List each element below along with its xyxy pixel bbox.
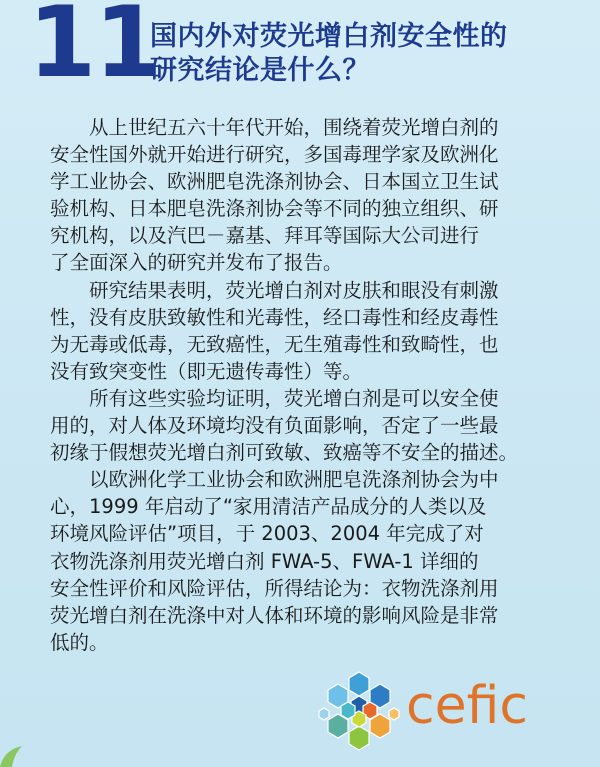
text-line: 为无毒或低毒，无致癌性，无生殖毒性和致畸性，也 bbox=[50, 332, 499, 356]
text-line: 验机构、日本肥皂洗涤剂协会等不同的独立组织、研 bbox=[50, 197, 499, 221]
cefic-logo-text: cefic bbox=[406, 676, 528, 736]
section-header bbox=[0, 0, 600, 100]
chapter-number: 11 bbox=[28, 0, 161, 100]
section-title-line-2: 研究结论是什么？ bbox=[150, 55, 370, 86]
text-line: 安全性国外就开始进行研究，多国毒理学家及欧洲化 bbox=[50, 143, 499, 167]
text-line: 研究结果表明，荧光增白剂对皮肤和眼没有刺激 bbox=[89, 278, 499, 302]
text-line: 环境风险评估”项目，于 2003、2004 年完成了对 bbox=[50, 522, 484, 546]
article-body bbox=[50, 114, 564, 656]
corner-decoration-icon bbox=[0, 744, 40, 767]
text-line: 心，1999 年启动了“家用清洁产品成分的人类以及 bbox=[50, 495, 487, 519]
text-line: 学工业协会、欧洲肥皂洗涤剂协会、日本国立卫生试 bbox=[50, 170, 499, 194]
text-line: 性，没有皮肤致敏性和光毒性，经口毒性和经皮毒性 bbox=[50, 305, 499, 329]
text-line: 没有致突变性（即无遗传毒性）等。 bbox=[50, 359, 363, 383]
text-line: 荧光增白剂在洗涤中对人体和环境的影响风险是非常 bbox=[50, 603, 499, 627]
text-line: 用的，对人体及环境均没有负面影响，否定了一些最 bbox=[50, 414, 499, 438]
paragraph-3 bbox=[50, 385, 564, 466]
text-line: 所有这些实验均证明，荧光增白剂是可以安全使 bbox=[89, 386, 499, 410]
paragraph-4 bbox=[50, 466, 564, 656]
text-line: 了全面深入的研究并发布了报告。 bbox=[50, 251, 343, 275]
text-line: 从上世纪五六十年代开始，围绕着荧光增白剂的 bbox=[89, 116, 499, 139]
cefic-logo bbox=[318, 670, 558, 750]
text-line: 初缘于假想荧光增白剂可致敏、致癌等不安全的描述。 bbox=[50, 441, 519, 465]
paragraph-1 bbox=[50, 114, 564, 277]
paragraph-2 bbox=[50, 277, 564, 385]
section-title bbox=[150, 20, 590, 88]
cefic-hexagon-logo-icon bbox=[318, 670, 400, 752]
text-line: 低的。 bbox=[50, 630, 109, 654]
text-line: 以欧洲化学工业协会和欧洲肥皂洗涤剂协会为中 bbox=[89, 468, 499, 492]
text-line: 究机构，以及汽巴－嘉基、拜耳等国际大公司进行 bbox=[50, 224, 480, 248]
text-line: 衣物洗涤剂用荧光增白剂 FWA-5、FWA-1 详细的 bbox=[50, 549, 479, 573]
text-line: 安全性评价和风险评估，所得结论为：衣物洗涤剂用 bbox=[50, 576, 499, 600]
section-title-line-1: 国内外对荧光增白剂安全性的 bbox=[150, 21, 508, 52]
